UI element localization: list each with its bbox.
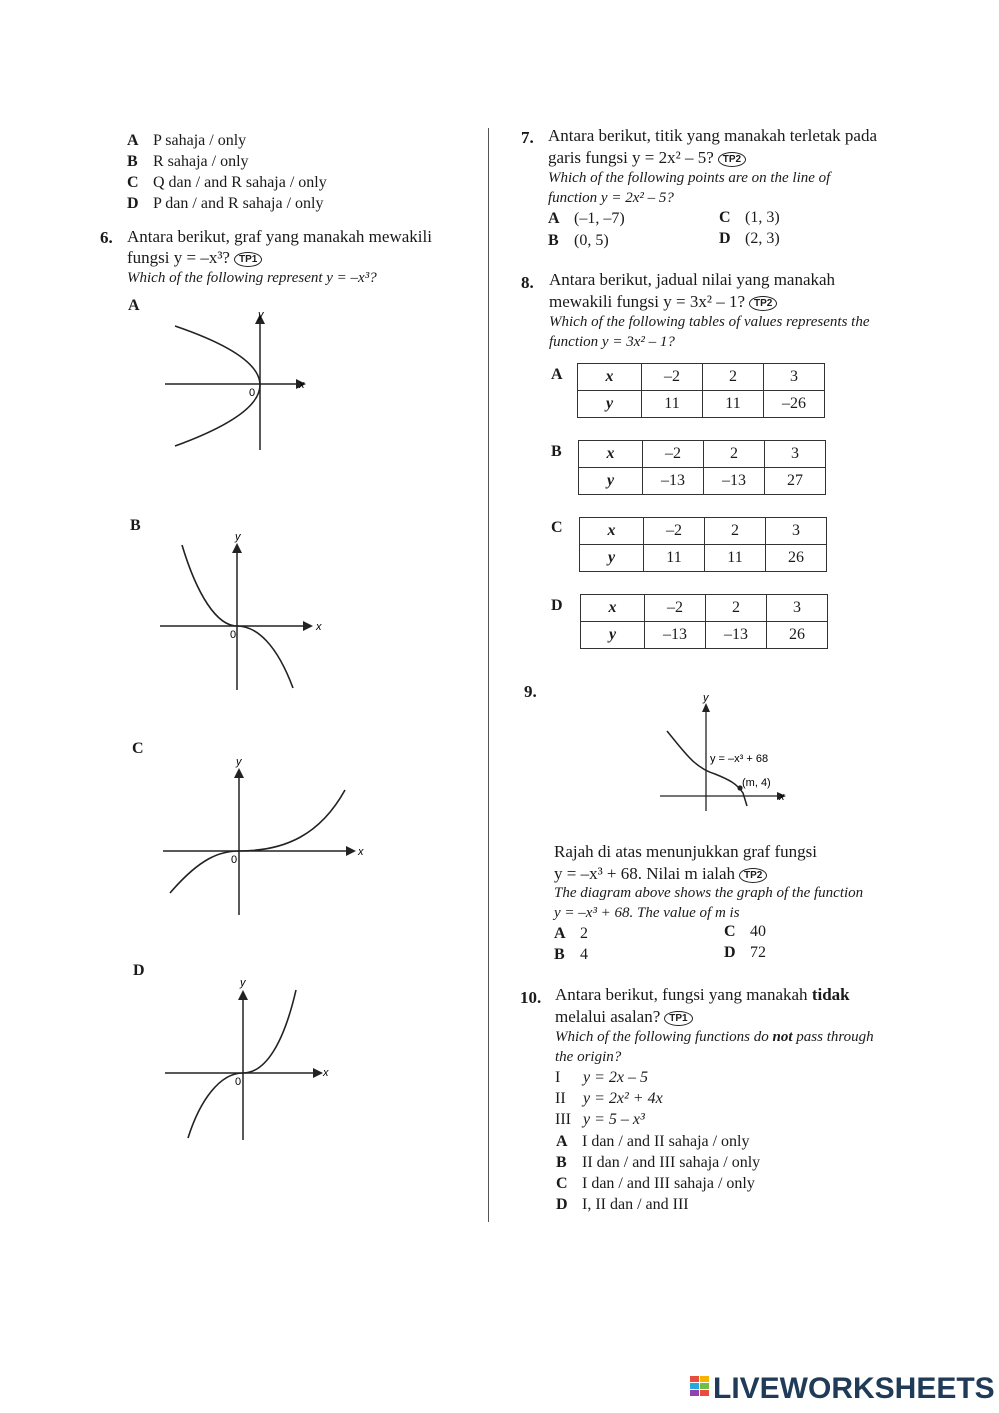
table-header-y: y — [580, 545, 644, 572]
q10-stem-line2: melalui asalan? TP1 — [555, 1007, 693, 1027]
table-cell: –13 — [643, 468, 704, 495]
q7-stem-line2: garis fungsi y = 2x² – 5? TP2 — [548, 148, 746, 168]
q6-graph-label-b[interactable]: B — [130, 517, 141, 534]
y-axis-label: y — [703, 692, 709, 704]
q5-option-b[interactable]: B R sahaja / only — [127, 153, 249, 170]
q9-option-a[interactable]: A 2 — [554, 925, 588, 942]
tp-badge: TP2 — [718, 152, 746, 167]
tp-badge: TP1 — [664, 1011, 692, 1026]
q7-english-line2: function y = 2x² – 5? — [548, 190, 674, 206]
q8-table-a-label[interactable]: A — [551, 366, 563, 383]
y-axis-label: y — [240, 977, 246, 989]
q8-table-a — [577, 363, 825, 418]
table-cell: 3 — [767, 595, 828, 622]
tp-badge: TP2 — [739, 868, 767, 883]
table-cell: 2 — [706, 595, 767, 622]
q9-option-c[interactable]: C 40 — [724, 923, 766, 940]
q8-table-c — [579, 517, 827, 572]
q6-stem-line2: fungsi y = –x³? TP1 — [127, 248, 262, 268]
x-axis-label: x — [323, 1067, 329, 1079]
q9-stem-line2: y = –x³ + 68. Nilai m ialah TP2 — [554, 864, 767, 884]
table-cell: 3 — [764, 364, 825, 391]
table-header-x: x — [579, 441, 643, 468]
table-cell: –2 — [644, 518, 705, 545]
q9-graph — [655, 688, 825, 813]
q10-function-1: I y = 2x – 5 — [555, 1069, 648, 1086]
q8-table-c-label[interactable]: C — [551, 519, 563, 536]
q6-english: Which of the following represent y = –x³? — [127, 270, 377, 286]
q7-option-b[interactable]: B (0, 5) — [548, 232, 609, 249]
x-axis-label: x — [779, 791, 785, 803]
q7-stem-line1: Antara berikut, titik yang manakah terletak pada — [548, 126, 878, 145]
table-cell: –2 — [642, 364, 703, 391]
table-cell: 26 — [767, 622, 828, 649]
y-axis-label: y — [258, 309, 264, 321]
q8-english-line1: Which of the following tables of values represents the — [549, 314, 870, 330]
table-cell: 26 — [766, 545, 827, 572]
q8-table-d — [580, 594, 828, 649]
q10-stem-line1: Antara berikut, fungsi yang manakah tidak — [555, 985, 850, 1004]
table-cell: 3 — [765, 441, 826, 468]
table-cell: –13 — [704, 468, 765, 495]
x-axis-label: x — [316, 621, 322, 633]
q7-option-c[interactable]: C (1, 3) — [719, 209, 780, 226]
q8-stem-line1: Antara berikut, jadual nilai yang manakah — [549, 270, 836, 289]
table-header-x: x — [581, 595, 645, 622]
liveworksheets-logo-icon — [690, 1376, 710, 1402]
q7-option-a[interactable]: A (–1, –7) — [548, 210, 625, 227]
tp-badge: TP1 — [234, 252, 262, 267]
q10-option-d[interactable]: D I, II dan / and III — [556, 1196, 689, 1213]
table-cell: 27 — [765, 468, 826, 495]
y-axis-label: y — [236, 756, 242, 768]
q10-english-line1: Which of the following functions do not pass through — [555, 1029, 874, 1045]
q10-number: 10. — [520, 988, 542, 1007]
table-cell: 11 — [642, 391, 703, 418]
q6-graph-b — [155, 525, 335, 695]
table-cell: –13 — [645, 622, 706, 649]
x-axis-label: x — [358, 846, 364, 858]
q9-number: 9. — [524, 682, 537, 701]
y-axis-label: y — [235, 531, 241, 543]
table-header-y: y — [581, 622, 645, 649]
table-cell: –26 — [764, 391, 825, 418]
table-cell: 11 — [705, 545, 766, 572]
table-header-x: x — [580, 518, 644, 545]
q7-option-d[interactable]: D (2, 3) — [719, 230, 780, 247]
q10-option-b[interactable]: B II dan / and III sahaja / only — [556, 1154, 761, 1171]
q10-english-line2: the origin? — [555, 1049, 622, 1065]
x-axis-label: x — [299, 379, 305, 391]
q5-option-d[interactable]: D P dan / and R sahaja / only — [127, 195, 324, 212]
q5-option-c[interactable]: C Q dan / and R sahaja / only — [127, 174, 327, 191]
q9-stem-line1: Rajah di atas menunjukkan graf fungsi — [554, 842, 817, 861]
q7-english-line1: Which of the following points are on the line of — [548, 170, 831, 186]
table-cell: –13 — [706, 622, 767, 649]
q6-number: 6. — [100, 228, 113, 247]
q9-option-d[interactable]: D 72 — [724, 944, 766, 961]
q7-number: 7. — [521, 128, 534, 147]
q8-number: 8. — [521, 273, 534, 292]
table-cell: 11 — [703, 391, 764, 418]
table-header-x: x — [578, 364, 642, 391]
q9-english-line2: y = –x³ + 68. The value of m is — [554, 905, 740, 921]
q6-graph-a — [160, 300, 320, 460]
curve-label: y = –x³ + 68 — [710, 753, 769, 765]
table-header-y: y — [578, 391, 642, 418]
q8-table-d-label[interactable]: D — [551, 597, 563, 614]
q8-stem-line2: mewakili fungsi y = 3x² – 1? TP2 — [549, 292, 777, 312]
q6-graph-label-a[interactable]: A — [128, 297, 140, 314]
q8-table-b-label[interactable]: B — [551, 443, 562, 460]
table-header-y: y — [579, 468, 643, 495]
table-cell: 2 — [705, 518, 766, 545]
q10-function-3: III y = 5 – x³ — [555, 1111, 645, 1128]
table-cell: 3 — [766, 518, 827, 545]
q6-graph-d — [160, 970, 340, 1145]
q10-option-a[interactable]: A I dan / and II sahaja / only — [556, 1133, 750, 1150]
liveworksheets-brand[interactable]: LIVEWORKSHEETS — [713, 1372, 995, 1405]
q5-option-a[interactable]: A P sahaja / only — [127, 132, 247, 149]
origin-label: 0 — [249, 387, 256, 399]
q10-function-2: II y = 2x² + 4x — [555, 1090, 663, 1107]
q6-graph-c — [160, 750, 370, 920]
q9-english-line1: The diagram above shows the graph of the function — [554, 885, 864, 901]
q9-option-b[interactable]: B 4 — [554, 946, 588, 963]
table-cell: 2 — [703, 364, 764, 391]
table-cell: –2 — [643, 441, 704, 468]
table-cell: –2 — [645, 595, 706, 622]
point-label: (m, 4) — [742, 777, 771, 789]
q6-graph-label-c[interactable]: C — [132, 740, 144, 757]
q10-option-c[interactable]: C I dan / and III sahaja / only — [556, 1175, 755, 1192]
origin-label: 0 — [230, 629, 237, 641]
tp-badge: TP2 — [749, 296, 777, 311]
table-cell: 2 — [704, 441, 765, 468]
q6-graph-label-d[interactable]: D — [133, 962, 145, 979]
q8-table-b — [578, 440, 826, 495]
q6-stem-line1: Antara berikut, graf yang manakah mewakili — [127, 227, 432, 246]
origin-label: 0 — [235, 1076, 242, 1088]
origin-label: 0 — [231, 854, 238, 866]
q8-english-line2: function y = 3x² – 1? — [549, 334, 675, 350]
table-cell: 11 — [644, 545, 705, 572]
column-divider — [488, 128, 489, 1222]
